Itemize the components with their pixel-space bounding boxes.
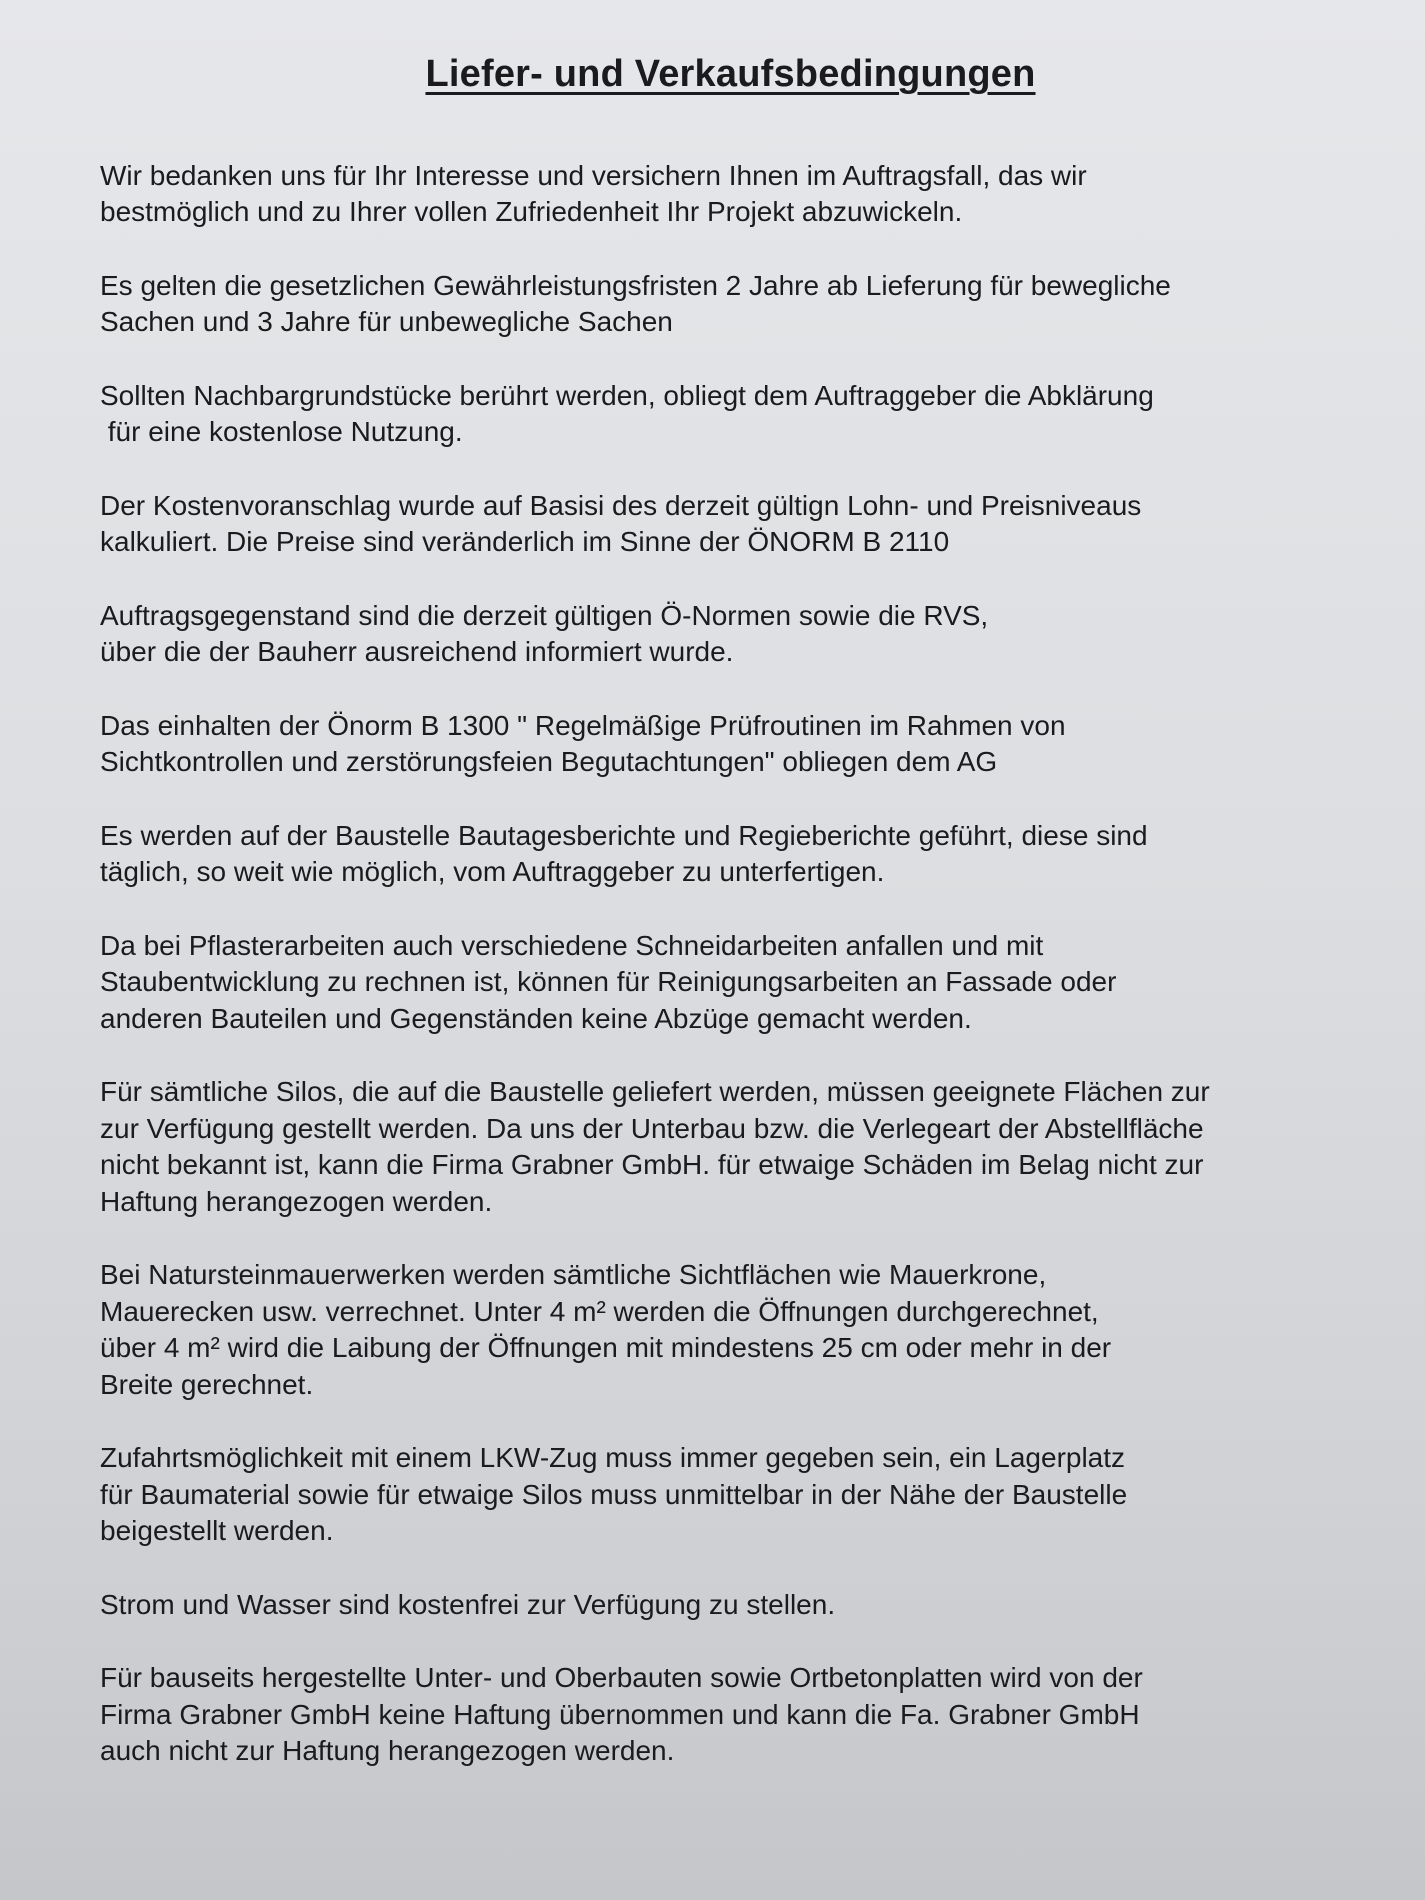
paragraph-cost-estimate <box>100 488 1365 561</box>
paragraph-line: auch nicht zur Haftung herangezogen werden. <box>100 1735 675 1767</box>
paragraph-line: Der Kostenvoranschlag wurde auf Basisi des derzeit gültign Lohn- und Preisniveaus <box>100 489 1142 521</box>
paragraph-line: zur Verfügung gestellt werden. Da uns der Unterbau bzw. die Verlegeart der Abstellfläche <box>100 1112 1204 1144</box>
paragraph-neighbour-plots <box>100 378 1365 451</box>
paragraph-line: nicht bekannt ist, kann die Firma Grabner GmbH. für etwaige Schäden im Belag nicht zur <box>100 1149 1204 1181</box>
paragraph-line: Das einhalten der Önorm B 1300 " Regelmäßige Prüfroutinen im Rahmen von <box>100 709 1066 741</box>
document-title <box>98 0 1363 98</box>
document-title-text: Liefer- und Verkaufsbedingungen <box>425 53 1036 95</box>
paragraph-line: täglich, so weit wie möglich, vom Auftraggeber zu unterfertigen. <box>100 856 885 888</box>
paragraph-line: bestmöglich und zu Ihrer vollen Zufriedenheit Ihr Projekt abzuwickeln. <box>100 196 963 228</box>
paragraph-thanks <box>100 158 1365 231</box>
paragraph-line: über die der Bauherr ausreichend informiert wurde. <box>100 636 734 668</box>
paragraph-site-reports <box>100 818 1365 891</box>
paragraph-site-access <box>100 1440 1365 1550</box>
paragraph-line: für eine kostenlose Nutzung. <box>100 416 463 448</box>
paragraph-line: Da bei Pflasterarbeiten auch verschiedene Schneidarbeiten anfallen und mit <box>100 929 1044 961</box>
paragraph-line: Es gelten die gesetzlichen Gewährleistungsfristen 2 Jahre ab Lieferung für bewegliche <box>100 269 1171 301</box>
paragraph-line: Sichtkontrollen und zerstörungsfeien Begutachtungen" obliegen dem AG <box>100 746 998 778</box>
paragraph-line: Zufahrtsmöglichkeit mit einem LKW-Zug muss immer gegeben sein, ein Lagerplatz <box>100 1442 1126 1474</box>
paragraph-silos <box>100 1074 1365 1220</box>
paragraph-line: Für bauseits hergestellte Unter- und Oberbauten sowie Ortbetonplatten wird von der <box>100 1662 1143 1694</box>
paragraph-natural-stone <box>100 1257 1365 1403</box>
paragraph-line: Für sämtliche Silos, die auf die Baustelle geliefert werden, müssen geeignete Flächen zur <box>100 1076 1210 1108</box>
paragraph-standards <box>100 598 1365 671</box>
paragraph-line: Es werden auf der Baustelle Bautagesberichte und Regieberichte geführt, diese sind <box>100 819 1148 851</box>
paragraph-oenorm-b1300 <box>100 708 1365 781</box>
paragraph-line: Staubentwicklung zu rechnen ist, können für Reinigungsarbeiten an Fassade oder <box>100 966 1117 998</box>
paragraph-line: für Baumaterial sowie für etwaige Silos muss unmittelbar in der Nähe der Baustelle <box>100 1478 1128 1510</box>
paragraph-warranty <box>100 268 1365 341</box>
paragraph-line: Sollten Nachbargrundstücke berührt werden, obliegt dem Auftraggeber die Abklärung <box>100 379 1154 411</box>
paragraph-line: beigestellt werden. <box>100 1515 334 1547</box>
paragraph-line: Wir bedanken uns für Ihr Interesse und versichern Ihnen im Auftragsfall, das wir <box>100 159 1087 191</box>
paragraph-line: über 4 m² wird die Laibung der Öffnungen mit mindestens 25 cm oder mehr in der <box>100 1332 1112 1364</box>
document-body <box>100 158 1365 1770</box>
paragraph-line: Bei Natursteinmauerwerken werden sämtliche Sichtflächen wie Mauerkrone, <box>100 1259 1047 1291</box>
paragraph-line: Haftung herangezogen werden. <box>100 1185 493 1217</box>
paragraph-line: Sachen und 3 Jahre für unbewegliche Sachen <box>100 306 673 338</box>
paragraph-line: Auftragsgegenstand sind die derzeit gültigen Ö-Normen sowie die RVS, <box>100 599 989 631</box>
paragraph-line: Firma Grabner GmbH keine Haftung übernommen und kann die Fa. Grabner GmbH <box>100 1698 1140 1730</box>
paragraph-power-water <box>100 1587 1365 1624</box>
paragraph-paving-dust <box>100 928 1365 1038</box>
paragraph-liability <box>100 1660 1365 1770</box>
paragraph-line: Mauerecken usw. verrechnet. Unter 4 m² werden die Öffnungen durchgerechnet, <box>100 1295 1099 1327</box>
paragraph-line: kalkuliert. Die Preise sind veränderlich im Sinne der ÖNORM B 2110 <box>100 526 950 558</box>
paragraph-line: anderen Bauteilen und Gegenständen keine Abzüge gemacht werden. <box>100 1002 972 1034</box>
paragraph-line: Breite gerechnet. <box>100 1368 314 1400</box>
paragraph-line: Strom und Wasser sind kostenfrei zur Verfügung zu stellen. <box>100 1588 836 1620</box>
